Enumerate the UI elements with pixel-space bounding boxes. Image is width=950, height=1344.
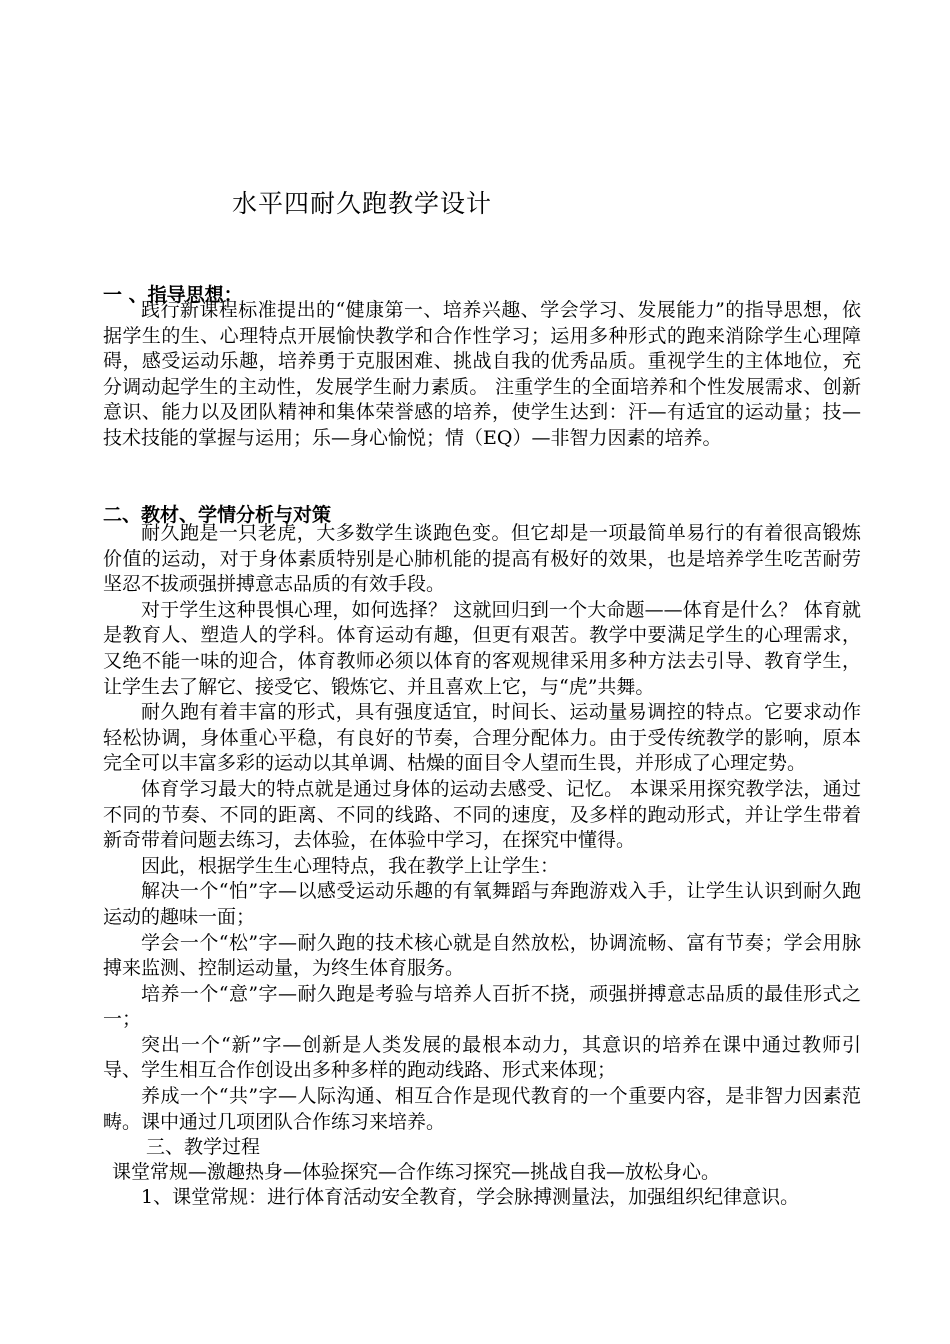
section-body-analysis [103, 521, 861, 1135]
paragraph: 1、课堂常规：进行体育活动安全教育，学会脉搏测量法，加强组织纪律意识。 [141, 1186, 800, 1208]
paragraph: 践行新课程标准提出的“健康第一、培养兴趣、学会学习、发展能力”的指导思想，依据学生的生、心理特点开展愉快教学和合作性学习；运用多种形式的跑来消除学生心理障碍，感受运动乐趣，培养勇于克服困难、挑战自我的优秀品质。重视学生的主体地位，充分调动起学生的主动性，发展学生耐力素质。 注重学生的全面培养和个性发展需求、创新意识、能力以及团队精神和集体荣誉感的培养，使学生达到：汗—有适宜的运动量；技—技术技能的掌握与运用；乐—身心愉悦；情（EQ）—非智力因素的培养。 [103, 299, 861, 449]
paragraph: 耐久跑是一只老虎，大多数学生谈跑色变。但它却是一项最简单易行的有着很高锻炼价值的运动，对于身体素质特别是心肺机能的提高有极好的效果，也是培养学生吃苦耐劳坚忍不拔顽强拼搏意志品质的有效手段。 [103, 522, 861, 596]
paragraph: 解决一个“怕”字—以感受运动乐趣的有氧舞蹈与奔跑游戏入手，让学生认识到耐久跑运动的趣味一面； [103, 880, 861, 928]
document-title: 水平四耐久跑教学设计 [232, 189, 493, 218]
paragraph: 体育学习最大的特点就是通过身体的运动去感受、记忆。 本课采用探究教学法，通过不同的节奏、不同的距离、不同的线路、不同的速度，及多样的跑动形式，并让学生带着新奇带着问题去练习，去体验，在体验中学习，在探究中懂得。 [103, 777, 861, 852]
paragraph: 耐久跑有着丰富的形式，具有强度适宜，时间长、运动量易调控的特点。它要求动作轻松协调，身体重心平稳，有良好的节奏，合理分配体力。由于受传统教学的影响，原本完全可以丰富多彩的运动以其单调、枯燥的面目令人望而生畏，并形成了心理定势。 [103, 701, 861, 775]
section-heading-process: 三、教学过程 [146, 1136, 261, 1158]
section-heading-guiding-thought: 一 、指导思想： [103, 284, 243, 306]
section-body-guiding-thought [103, 298, 861, 452]
section-body-process [103, 1185, 861, 1211]
paragraph: 因此，根据学生生心理特点，我在教学上让学生： [141, 854, 560, 877]
paragraph: 培养一个“意”字—耐久跑是考验与培养人百折不挠，顽强拼搏意志品质的最佳形式之一； [103, 982, 861, 1031]
paragraph: 养成一个“共”字—人际沟通、相互合作是现代教育的一个重要内容，是非智力因素范畴。课中通过几项团队合作练习来培养。 [103, 1085, 861, 1133]
paragraph: 学会一个“松”字—耐久跑的技术核心就是自然放松，协调流畅、富有节奏；学会用脉搏来监测、控制运动量，为终生体育服务。 [103, 931, 861, 980]
section-heading-analysis: 二、教材、学情分析与对策 [103, 504, 332, 526]
paragraph: 对于学生这种畏惧心理，如何选择？ 这就回归到一个大命题——体育是什么？ 体育就是教育人、塑造人的学科。体育运动有趣，但更有艰苦。教学中要满足学生的心理需求，又绝不能一味的迎合，体育教师必须以体育的客观规律采用多种方法去引导、教育学生，让学生去了解它、接受它、锻炼它、并且喜欢上它，与“虎”共舞。 [103, 598, 861, 698]
process-flow: 课堂常规—激趣热身—体验探究—合作练习探究—挑战自我—放松身心。 [112, 1161, 721, 1183]
paragraph: 突出一个“新”字—创新是人类发展的最根本动力，其意识的培养在课中通过教师引导、学生相互合作创设出多种多样的跑动线路、形式来体现； [103, 1033, 861, 1082]
